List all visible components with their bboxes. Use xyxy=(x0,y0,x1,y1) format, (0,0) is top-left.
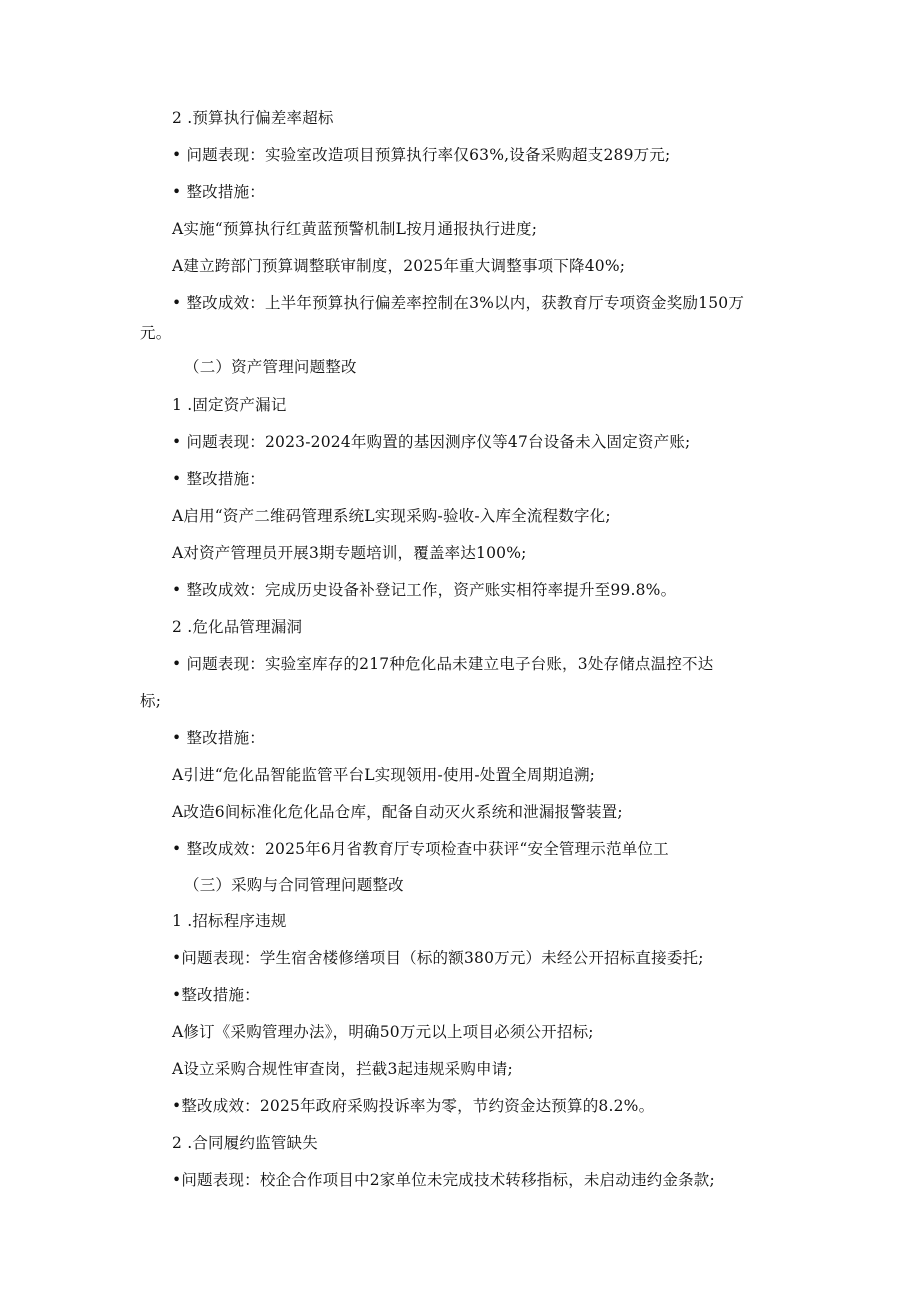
list-item: A引进“危化品智能监管平台L实现领用-使用-处置全周期追溯; xyxy=(172,766,596,784)
section-heading-budget-deviation: 2 .预算执行偏差率超标 xyxy=(172,109,334,127)
list-item: •整改措施： xyxy=(172,986,260,1004)
list-item: • 整改措施： xyxy=(172,470,265,488)
section-heading-fixed-assets: 1 .固定资产漏记 xyxy=(172,396,287,414)
list-item: • 整改成效：2025年6月省教育厅专项检查中获评“安全管理示范单位工 xyxy=(172,840,669,858)
list-item: •整改成效：2025年政府采购投诉率为零，节约资金达预算的8.2%。 xyxy=(172,1097,655,1115)
section-heading-procurement: （三）采购与合同管理问题整改 xyxy=(184,876,404,894)
list-item: • 整改成效：完成历史设备补登记工作，资产账实相符率提升至99.8%。 xyxy=(172,581,677,599)
text-continuation: 标; xyxy=(140,692,162,710)
list-item: A修订《采购管理办法》，明确50万元以上项目必须公开招标; xyxy=(172,1023,594,1041)
list-item: • 整改成效：上半年预算执行偏差率控制在3%以内，获教育厅专项资金奖励150万 xyxy=(172,294,745,312)
list-item: A实施“预算执行红黄蓝预警机制L按月通报执行进度; xyxy=(172,220,538,238)
list-item: A建立跨部门预算调整联审制度，2025年重大调整事项下降40%; xyxy=(172,257,626,275)
list-item: A启用“资产二维码管理系统L实现采购-验收-入库全流程数字化; xyxy=(172,507,611,525)
section-heading-contract-supervision: 2 .合同履约监管缺失 xyxy=(172,1134,318,1152)
list-item: • 整改措施： xyxy=(172,729,265,747)
list-item: A对资产管理员开展3期专题培训，覆盖率达100%; xyxy=(172,544,527,562)
list-item: • 整改措施： xyxy=(172,183,265,201)
list-item: • 问题表现：2023-2024年购置的基因测序仪等47台设备未入固定资产账; xyxy=(172,433,691,451)
text-continuation: 元。 xyxy=(140,324,172,342)
section-heading-hazardous-chemicals: 2 .危化品管理漏洞 xyxy=(172,618,303,636)
list-item: •问题表现：校企合作项目中2家单位未完成技术转移指标，未启动违约金条款; xyxy=(172,1171,715,1189)
list-item: •问题表现：学生宿舍楼修缮项目（标的额380万元）未经公开招标直接委托; xyxy=(172,949,704,967)
section-heading-asset-management: （二）资产管理问题整改 xyxy=(184,358,357,376)
list-item: A设立采购合规性审查岗，拦截3起违规采购申请; xyxy=(172,1060,513,1078)
list-item: • 问题表现：实验室库存的217种危化品未建立电子台账，3处存储点温控不达 xyxy=(172,655,714,673)
section-heading-bidding: 1 .招标程序违规 xyxy=(172,912,287,930)
list-item: • 问题表现：实验室改造项目预算执行率仅63%,设备采购超支289万元; xyxy=(172,146,671,164)
list-item: A改造6间标准化危化品仓库，配备自动灭火系统和泄漏报警装置; xyxy=(172,803,623,821)
